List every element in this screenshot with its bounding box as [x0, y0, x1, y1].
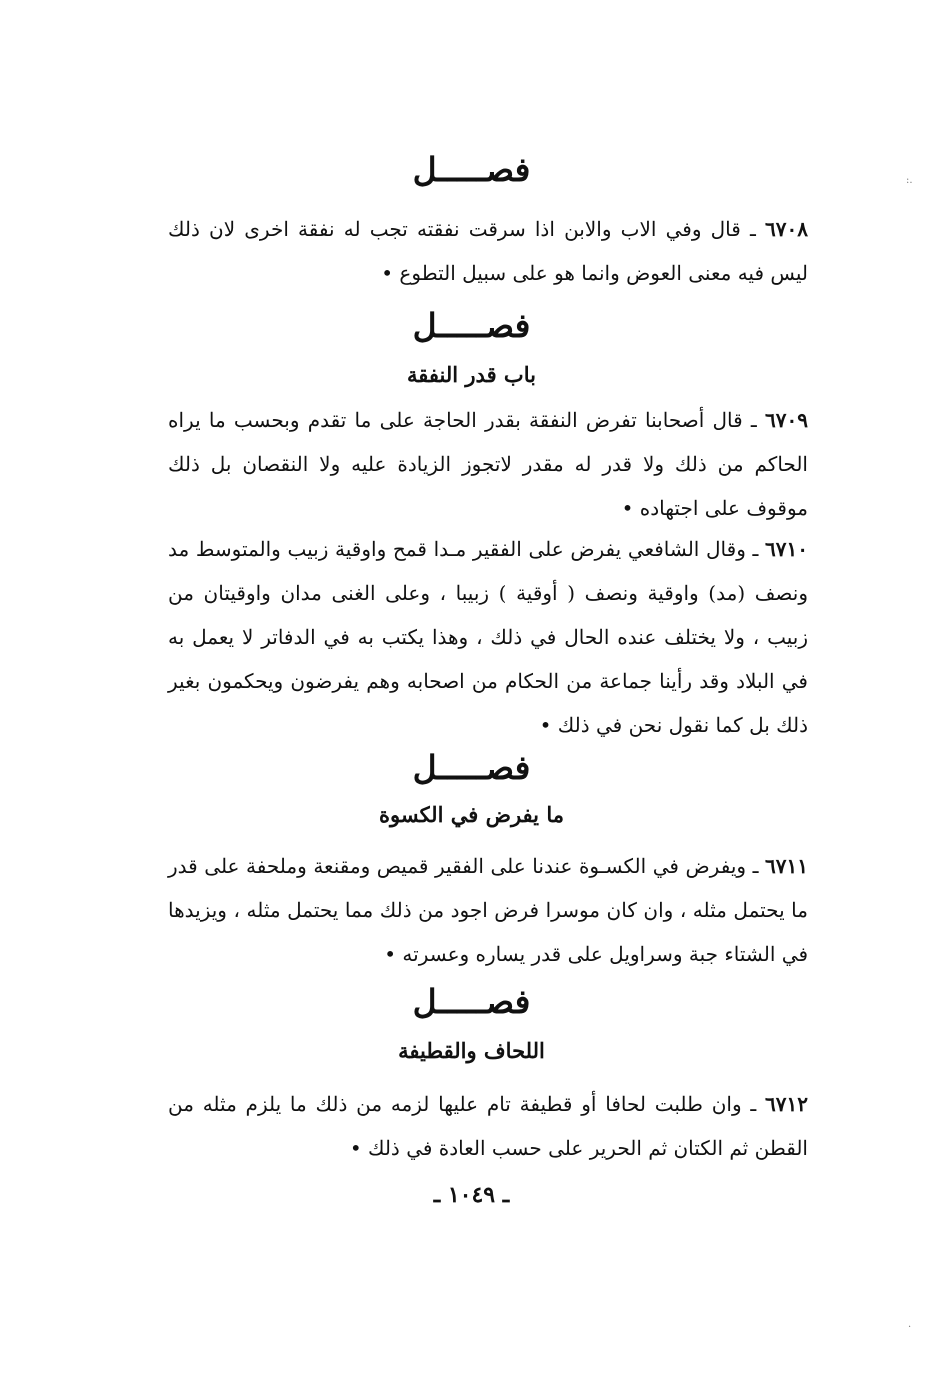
paragraph-text: وان طلبت لحافا أو قطيفة تام عليها لزمه من ذلك ما يلزم مثله من القطن ثم الكتان ثم الحرير على حسب العادة في ذلك •: [168, 1092, 808, 1160]
paragraph-number: ٦٧٠٨: [765, 217, 809, 241]
dash: ـ: [740, 217, 766, 241]
scan-speck: .:: [906, 175, 913, 186]
paragraph-number: ٦٧١١: [765, 854, 808, 878]
section-marker: فصـــــل: [412, 748, 531, 787]
section-marker: فصـــــل: [412, 150, 531, 189]
dash: ـ: [742, 408, 766, 432]
paragraph-6708: [168, 207, 808, 295]
scan-speck: .: [908, 1319, 912, 1330]
paragraph-text: وقال الشافعي يفرض على الفقير مـدا قمح واوقية زبيب والمتوسط مد ونصف (مد) واوقية ونصف ( أوقية ) زبيبا ، وعلى الغنى مدان واوقيتان من زبيب ، ولا يختلف عنده الحال في ذلك ، وهذا يكتب به في الدفاتر لا يعمل به في البلاد وقد رأينا جماعة من الحكام من اصحابه وهم يفرضون ويحكمون بغير ذلك بل كما نقول نحن في ذلك •: [168, 537, 808, 737]
paragraph-text: قال أصحابنا تفرض النفقة بقدر الحاجة على ما تقدم وبحسب ما يراه الحاكم من ذلك ولا قدر له مقدر لاتجوز الزيادة عليه ولا النقصان بل ذلك موقوف على اجتهاده •: [168, 408, 808, 520]
paragraph-6712: [168, 1082, 808, 1170]
paragraph-number: ٦٧١٠: [765, 537, 808, 561]
dash: ـ: [741, 1092, 766, 1116]
page-number: ـ ١٠٤٩ ـ: [433, 1182, 510, 1208]
paragraph-6710: [168, 527, 808, 747]
section-marker: فصـــــل: [412, 982, 531, 1021]
chapter-heading: باب قدر النفقة: [407, 362, 536, 387]
paragraph-text: ويفرض في الكسـوة عندنا على الفقير قميص ومقنعة وملحفة على قدر ما يحتمل مثله ، وان كان موسرا فرض اجود من ذلك مما يحتمل مثله ، ويزيدها في الشتاء جبة وسراويل على قدر يساره وعسرته •: [168, 854, 808, 966]
paragraph-6711: [168, 844, 808, 976]
paragraph-6709: [168, 398, 808, 530]
paragraph-number: ٦٧٠٩: [765, 408, 808, 432]
chapter-heading: اللحاف والقطيفة: [398, 1038, 545, 1063]
paragraph-number: ٦٧١٢: [765, 1092, 808, 1116]
chapter-heading: ما يفرض في الكسوة: [379, 802, 564, 827]
dash: ـ: [746, 854, 766, 878]
section-marker: فصـــــل: [412, 306, 531, 345]
dash: ـ: [745, 537, 766, 561]
paragraph-text: قال وفي الاب والابن اذا سرقت نفقته تجب له نفقة اخرى لان ذلك ليس فيه معنى العوض وانما هو على سبيل التطوع •: [168, 217, 808, 285]
